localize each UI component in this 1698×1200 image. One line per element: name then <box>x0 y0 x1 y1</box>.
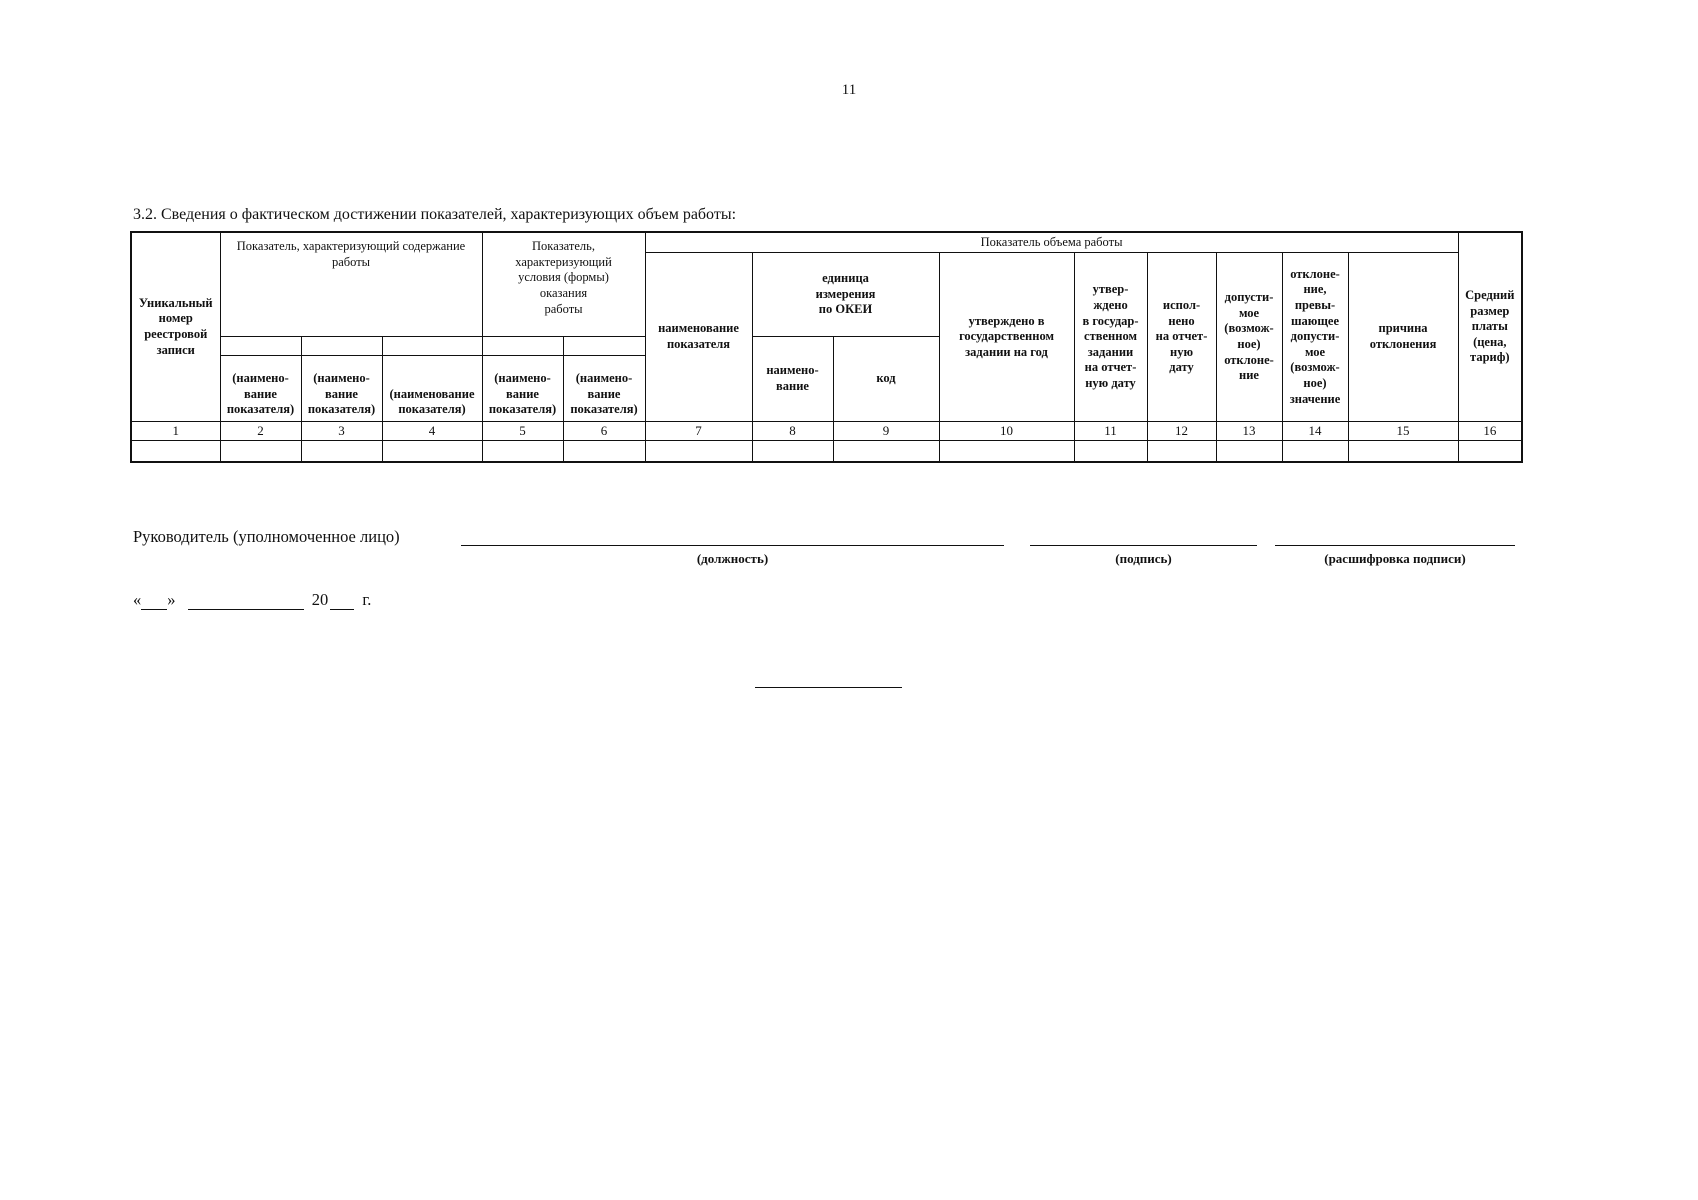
date-open-quote: « <box>133 590 142 609</box>
table-cell[interactable] <box>833 441 939 463</box>
bottom-divider <box>755 687 902 688</box>
column-number: 15 <box>1348 422 1458 441</box>
decoding-line[interactable] <box>1275 545 1515 546</box>
table-row <box>131 441 1522 463</box>
column-number: 1 <box>131 422 220 441</box>
header-unit-code: код <box>833 337 939 422</box>
table-cell[interactable] <box>939 441 1074 463</box>
column-number: 12 <box>1147 422 1216 441</box>
header-deviation-reason: причина отклонения <box>1348 253 1458 422</box>
header-unique-number: Уникальный номер реестровой записи <box>131 232 220 422</box>
section-title: 3.2. Сведения о фактическом достижении показателей, характеризующих объем работы: <box>133 206 737 223</box>
header-allowed-deviation: допусти- мое (возмож- ное) отклоне- ние <box>1216 253 1282 422</box>
table-cell[interactable] <box>1348 441 1458 463</box>
column-number: 9 <box>833 422 939 441</box>
table-cell[interactable] <box>563 441 645 463</box>
header-unit-name: наимено- вание <box>752 337 833 422</box>
header-blank <box>301 337 382 356</box>
column-number: 16 <box>1458 422 1522 441</box>
date-line <box>133 590 371 610</box>
date-year-prefix: 20 <box>311 590 329 609</box>
work-volume-table <box>130 231 1523 463</box>
table-cell[interactable] <box>382 441 482 463</box>
header-volume-group: Показатель объема работы <box>645 232 1458 253</box>
table-cell[interactable] <box>220 441 301 463</box>
column-number: 4 <box>382 422 482 441</box>
page-number: 11 <box>841 82 857 98</box>
header-sub-name-1: (наимено- вание показателя) <box>220 356 301 422</box>
table-cell[interactable] <box>1216 441 1282 463</box>
column-number: 11 <box>1074 422 1147 441</box>
header-conditions-group: Показатель, характеризующий условия (формы) оказания работы <box>482 232 645 337</box>
table-cell[interactable] <box>1147 441 1216 463</box>
header-blank <box>563 337 645 356</box>
date-year-blank[interactable] <box>330 593 354 610</box>
position-line[interactable] <box>461 545 1004 546</box>
column-number: 6 <box>563 422 645 441</box>
signer-label: Руководитель (уполномоченное лицо) <box>133 527 400 546</box>
table-cell[interactable] <box>131 441 220 463</box>
table-cell[interactable] <box>752 441 833 463</box>
column-number: 3 <box>301 422 382 441</box>
header-approved-year: утверждено в государственном задании на год <box>939 253 1074 422</box>
table-cell[interactable] <box>1282 441 1348 463</box>
header-sub-name-2: (наимено- вание показателя) <box>301 356 382 422</box>
date-close-quote: » <box>167 590 176 609</box>
column-number: 13 <box>1216 422 1282 441</box>
column-number: 2 <box>220 422 301 441</box>
table-cell[interactable] <box>301 441 382 463</box>
header-approved-date: утвер- ждено в государ- ственном задании на отчет- ную дату <box>1074 253 1147 422</box>
table-cell[interactable] <box>1458 441 1522 463</box>
header-blank <box>482 337 563 356</box>
position-caption: (должность) <box>696 551 769 566</box>
header-content-group: Показатель, характеризующий содержание работы <box>220 232 482 337</box>
header-sub-name-3: (наименование показателя) <box>382 356 482 422</box>
header-sub-name-4: (наимено- вание показателя) <box>482 356 563 422</box>
header-blank <box>220 337 301 356</box>
header-indicator-name: наименование показателя <box>645 253 752 422</box>
column-number: 14 <box>1282 422 1348 441</box>
table-cell[interactable] <box>645 441 752 463</box>
date-month-blank[interactable] <box>188 593 304 610</box>
header-avg-price: Средний размер платы (цена, тариф) <box>1458 232 1522 422</box>
column-number: 5 <box>482 422 563 441</box>
header-exceeding-deviation: отклоне- ние, превы- шающее допусти- мое (возмож- ное) значение <box>1282 253 1348 422</box>
table-cell[interactable] <box>482 441 563 463</box>
date-year-suffix: г. <box>362 590 372 609</box>
signature-caption: (подпись) <box>1115 551 1172 566</box>
column-number-row <box>131 422 1522 441</box>
header-executed: испол- нено на отчет- ную дату <box>1147 253 1216 422</box>
header-blank <box>382 337 482 356</box>
decoding-caption: (расшифровка подписи) <box>1324 551 1466 566</box>
column-number: 7 <box>645 422 752 441</box>
header-sub-name-5: (наимено- вание показателя) <box>563 356 645 422</box>
column-number: 8 <box>752 422 833 441</box>
table-cell[interactable] <box>1074 441 1147 463</box>
signature-line[interactable] <box>1030 545 1257 546</box>
header-unit-okei: единица измерения по ОКЕИ <box>752 253 939 337</box>
date-day-blank[interactable] <box>141 593 167 610</box>
column-number: 10 <box>939 422 1074 441</box>
